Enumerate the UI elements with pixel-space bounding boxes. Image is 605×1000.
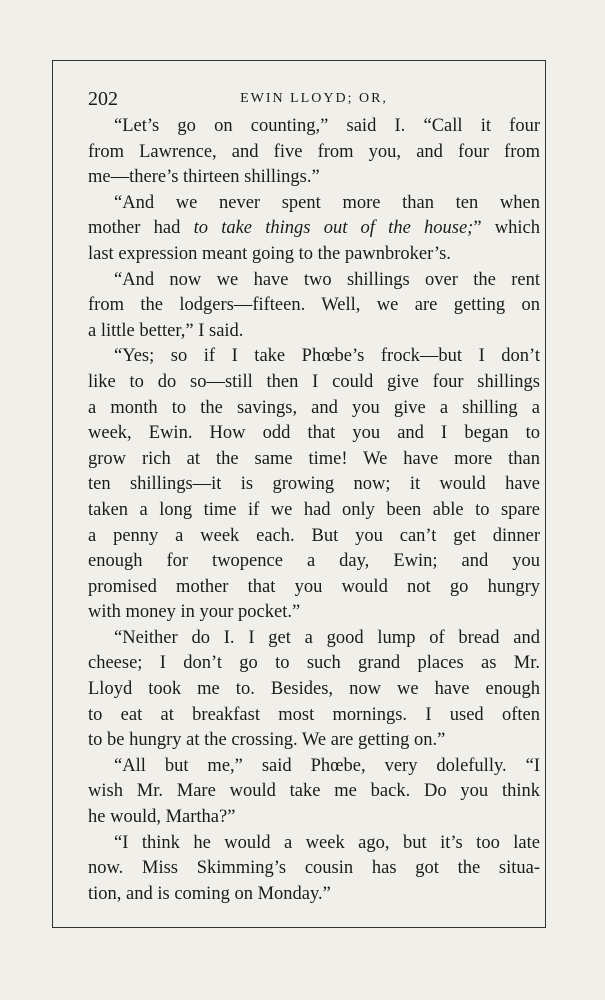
text-segment: “Yes; so if I take Phœbe’s frock—but I don’t — [114, 346, 540, 367]
text-segment: ” which — [473, 218, 540, 239]
text-line — [88, 549, 540, 575]
text-line — [88, 805, 540, 831]
text-line — [88, 856, 540, 882]
text-line — [88, 344, 540, 370]
page-number: 202 — [88, 88, 118, 110]
text-segment: a month to the savings, and you give a shilling a — [88, 397, 540, 418]
text-line — [88, 754, 540, 780]
text-segment: cheese; I don’t go to such grand places as Mr. — [88, 653, 540, 674]
text-line — [88, 703, 540, 729]
text-segment: to eat at breakfast most mornings. I used often — [88, 704, 540, 725]
text-line — [88, 421, 540, 447]
italic-phrase: to take things out of the house; — [193, 218, 474, 239]
text-line — [88, 472, 540, 498]
text-segment: taken a long time if we had only been able to spare — [88, 499, 540, 520]
text-segment: wish Mr. Mare would take me back. Do you think — [88, 781, 540, 802]
text-line — [88, 626, 540, 652]
text-segment: “I think he would a week ago, but it’s too late — [114, 832, 540, 853]
text-line — [88, 575, 540, 601]
text-segment: he would, Martha?” — [88, 807, 236, 828]
text-line — [88, 831, 540, 857]
text-line — [88, 498, 540, 524]
text-segment: “Let’s go on counting,” said I. “Call it four — [114, 116, 540, 136]
text-segment: promised mother that you would not go hungry — [88, 576, 540, 597]
text-segment: enough for twopence a day, Ewin; and you — [88, 551, 540, 572]
body-text — [88, 114, 540, 907]
text-segment: me—there’s thirteen shillings.” — [88, 167, 320, 188]
text-segment: from the lodgers—fifteen. Well, we are getting on — [88, 295, 540, 316]
text-line — [88, 319, 540, 345]
text-segment: “And we never spent more than ten when — [114, 192, 540, 213]
text-line — [88, 114, 540, 140]
text-line — [88, 165, 540, 191]
text-line — [88, 268, 540, 294]
text-line — [88, 140, 540, 166]
text-segment: with money in your pocket.” — [88, 602, 301, 623]
running-head: EWIN LLOYD; OR, — [240, 91, 388, 106]
text-line — [88, 396, 540, 422]
text-segment: a penny a week each. But you can’t get dinner — [88, 525, 540, 546]
text-line — [88, 728, 540, 754]
text-line — [88, 524, 540, 550]
text-line — [88, 600, 540, 626]
text-line — [88, 293, 540, 319]
page-header — [88, 84, 540, 114]
text-segment: a little better,” I said. — [88, 320, 244, 341]
text-segment: mother had — [88, 218, 194, 239]
text-segment: week, Ewin. How odd that you and I began to — [88, 423, 540, 444]
text-line — [88, 447, 540, 473]
text-line — [88, 651, 540, 677]
text-segment: grow rich at the same time! We have more than — [88, 448, 540, 469]
text-segment: now. Miss Skimming’s cousin has got the situa- — [88, 858, 540, 879]
text-segment: “And now we have two shillings over the rent — [114, 269, 540, 290]
text-segment: ten shillings—it is growing now; it would have — [88, 474, 540, 495]
text-line — [88, 216, 540, 242]
text-line — [88, 242, 540, 268]
text-line — [88, 779, 540, 805]
text-segment: last expression meant going to the pawnbroker’s. — [88, 243, 451, 264]
text-segment: Lloyd took me to. Besides, now we have enough — [88, 679, 540, 700]
text-segment: “All but me,” said Phœbe, very dolefully. “I — [114, 755, 540, 776]
text-segment: to be hungry at the crossing. We are getting on.” — [88, 730, 446, 751]
text-segment: “Neither do I. I get a good lump of bread and — [114, 627, 540, 648]
text-line — [88, 370, 540, 396]
text-segment: tion, and is coming on Monday.” — [88, 883, 331, 904]
text-segment: from Lawrence, and five from you, and four from — [88, 141, 540, 162]
text-segment: like to do so—still then I could give four shillings — [88, 371, 540, 392]
text-line — [88, 191, 540, 217]
text-line — [88, 882, 540, 908]
text-line — [88, 677, 540, 703]
